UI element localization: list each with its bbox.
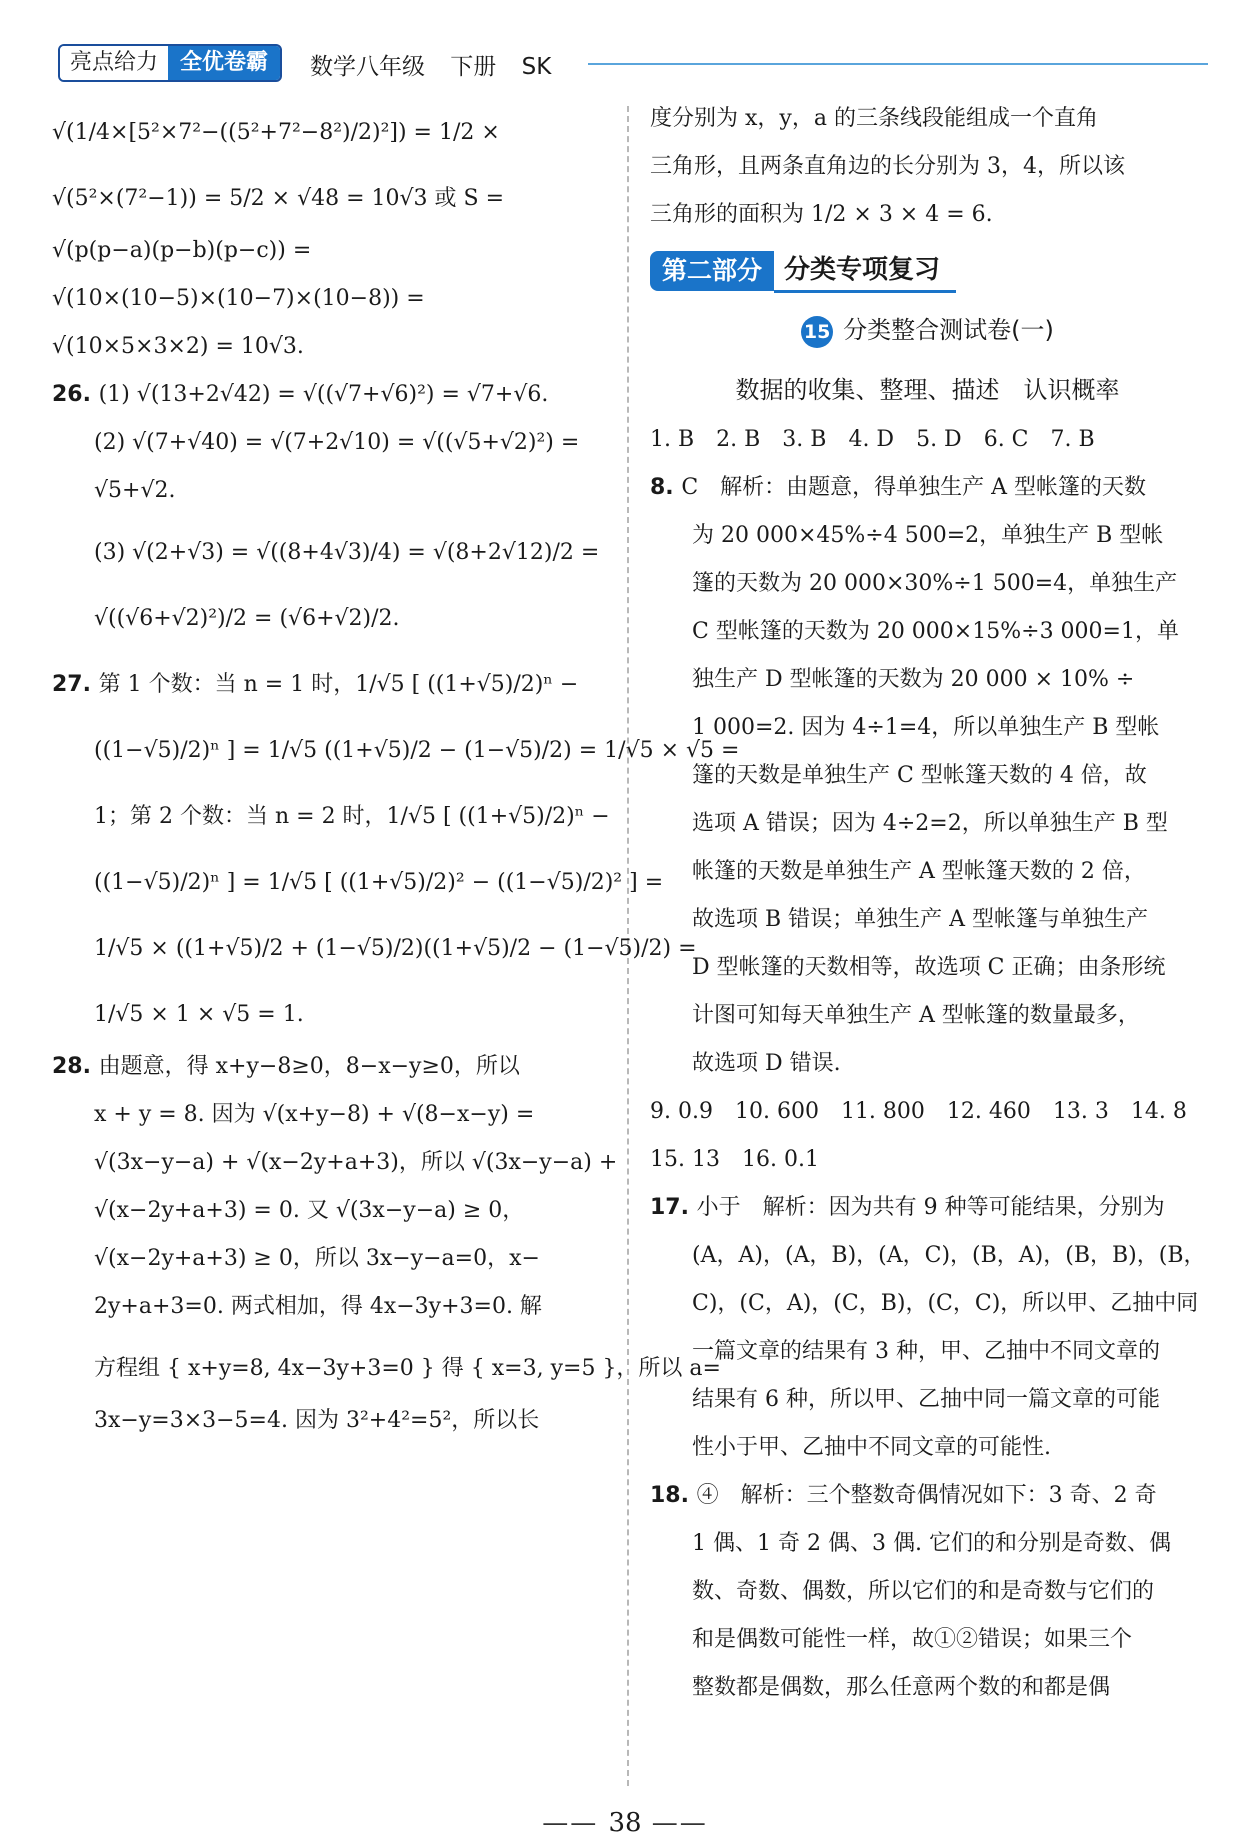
line-text: 结果有 6 种，所以甲、乙抽中同一篇文章的可能 (692, 1387, 1160, 1412)
section-banner (650, 250, 1205, 292)
text-line (650, 1047, 1205, 1081)
text-line (650, 1287, 1205, 1321)
line-text: (1) √(13+2√42) = √((√7+√6)²) = √7+√6. (98, 382, 549, 407)
text-line (650, 663, 1205, 697)
section-part: 第二部分 (650, 251, 774, 291)
text-line (650, 1575, 1205, 1609)
text-line (650, 1479, 1205, 1513)
line-text: x + y = 8. 因为 √(x+y−8) + √(8−x−y) = (94, 1102, 535, 1127)
line-text: 三角形，且两条直角边的长分别为 3，4，所以该 (650, 154, 1125, 179)
header-rule (588, 63, 1208, 65)
page-header (58, 44, 1208, 80)
line-text: √(10×(10−5)×(10−7)×(10−8)) = (52, 286, 425, 311)
text-line (650, 1095, 1205, 1129)
question-number: 28. (52, 1054, 99, 1079)
text-line (650, 150, 1205, 184)
line-text: (2) √(7+√40) = √(7+2√10) = √((√5+√2)²) = (94, 430, 580, 455)
text-line (52, 474, 608, 508)
book-info: 数学八年级 下册 SK (310, 54, 552, 80)
line-text: √(3x−y−a) + √(x−2y+a+3)，所以 √(3x−y−a) + (94, 1150, 618, 1175)
line-text: 性小于甲、乙抽中不同文章的可能性. (692, 1435, 1051, 1460)
line-text: 数、奇数、偶数，所以它们的和是奇数与它们的 (692, 1579, 1155, 1604)
line-text: √(p(p−a)(p−b)(p−c)) = (52, 238, 312, 263)
line-text: 方程组 { x+y=8, 4x−3y+3=0 } 得 { x=3, y=5 }，所以 a= (94, 1356, 721, 1381)
line-text: √((√6+√2)²)/2 = (√6+√2)/2. (94, 606, 400, 631)
line-text: 1 000=2. 因为 4÷1=4，所以单独生产 B 型帐 (692, 715, 1160, 740)
text-line (52, 1098, 608, 1132)
brand-right: 全优卷霸 (168, 46, 280, 80)
line-text: C 型帐篷的天数为 20 000×15%÷3 000=1，单 (692, 619, 1179, 644)
text-line (650, 855, 1205, 889)
line-text: 9. 0.9 10. 600 11. 800 12. 460 13. 3 14. 8 (650, 1099, 1187, 1124)
line-text: 1 偶、1 奇 2 偶、3 偶. 它们的和分别是奇数、偶 (692, 1531, 1171, 1556)
text-line (52, 786, 608, 848)
line-text: ④ 解析：三个整数奇偶情况如下：3 奇、2 奇 (696, 1483, 1157, 1508)
text-line (650, 1335, 1205, 1369)
line-text: 一篇文章的结果有 3 种，甲、乙抽中不同文章的 (692, 1339, 1160, 1364)
line-text: 故选项 D 错误. (692, 1051, 841, 1076)
line-text: C 解析：由题意，得单独生产 A 型帐篷的天数 (681, 475, 1147, 500)
text-line (52, 378, 608, 412)
text-line (650, 999, 1205, 1033)
text-line (52, 168, 608, 230)
text-line (650, 198, 1205, 232)
text-line (52, 720, 740, 782)
text-line (52, 1290, 608, 1324)
text-line (52, 234, 608, 268)
line-text: 三角形的面积为 1/2 × 3 × 4 = 6. (650, 202, 993, 227)
line-text: (A，A)，(A，B)，(A，C)，(B，A)，(B，B)，(B， (692, 1243, 1206, 1268)
line-text: ((1−√5)/2)ⁿ ] = 1/√5 [ ((1+√5)/2)² − ((1−√5)/2)² ] = (94, 870, 664, 895)
text-line (52, 1146, 618, 1180)
line-text: (3) √(2+√3) = √((8+4√3)/4) = √(8+2√12)/2 = (94, 540, 600, 565)
text-line (52, 1242, 608, 1276)
line-text: C)，(C，A)，(C，B)，(C，C)，所以甲、乙抽中同 (692, 1291, 1199, 1316)
text-line (650, 1191, 1205, 1225)
right-column (650, 102, 1205, 1719)
line-text: 帐篷的天数是单独生产 A 型帐篷天数的 2 倍， (692, 859, 1146, 884)
text-line (650, 1623, 1205, 1657)
line-text: √5+√2. (94, 478, 176, 503)
line-text: 选项 A 错误；因为 4÷2=2，所以单独生产 B 型 (692, 811, 1168, 836)
text-line (650, 519, 1205, 553)
line-text: 1/√5 × ((1+√5)/2 + (1−√5)/2)((1+√5)/2 − (1−√5)/2) = (94, 936, 697, 961)
line-text: D 型帐篷的天数相等，故选项 C 正确；由条形统 (692, 955, 1166, 980)
line-text: 由题意，得 x+y−8≥0，8−x−y≥0，所以 (98, 1054, 520, 1079)
text-line (52, 984, 608, 1046)
text-line (52, 1404, 608, 1438)
brand-left: 亮点给力 (60, 46, 168, 80)
line-text: 篷的天数为 20 000×30%÷1 500=4，单独生产 (692, 571, 1178, 596)
page-number: —— 38 —— (542, 1808, 708, 1838)
text-line (650, 1239, 1205, 1273)
text-line (52, 282, 608, 316)
line-text: 第 1 个数：当 n = 1 时，1/√5 [ ((1+√5)/2)ⁿ − (98, 672, 579, 697)
line-text: √(10×5×3×2) = 10√3. (52, 334, 304, 359)
line-text: 为 20 000×45%÷4 500=2，单独生产 B 型帐 (692, 523, 1164, 548)
text-line (650, 1143, 1205, 1177)
text-line (650, 423, 1205, 457)
text-line (52, 654, 608, 716)
text-line (52, 588, 608, 650)
answer-list (650, 423, 1205, 1705)
text-line (650, 615, 1205, 649)
text-line (650, 759, 1205, 793)
text-line (52, 426, 608, 460)
line-text: 2y+a+3=0. 两式相加，得 4x−3y+3=0. 解 (94, 1294, 542, 1319)
line-text: √(5²×(7²−1)) = 5/2 × √48 = 10√3 或 S = (52, 186, 505, 211)
text-line (52, 918, 697, 980)
line-text: √(x−2y+a+3) = 0. 又 √(3x−y−a) ≥ 0， (94, 1198, 525, 1223)
test-subtitle: 数据的收集、整理、描述 认识概率 (735, 376, 1120, 404)
text-line (52, 522, 608, 584)
brand-logo (58, 44, 282, 82)
text-line (52, 1194, 608, 1228)
text-line (650, 1383, 1205, 1417)
text-line (650, 471, 1205, 505)
line-text: 小于 解析：因为共有 9 种等可能结果，分别为 (696, 1195, 1165, 1220)
section-title: 分类专项复习 (774, 250, 956, 293)
line-text: 15. 13 16. 0.1 (650, 1147, 819, 1172)
line-text: √(1/4×[5²×7²−((5²+7²−8²)/2)²]) = 1/2 × (52, 120, 500, 145)
question-number: 27. (52, 672, 99, 697)
line-text: 整数都是偶数，那么任意两个数的和都是偶 (692, 1675, 1111, 1700)
text-line (650, 567, 1205, 601)
test-title (650, 310, 1205, 348)
question-number: 8. (650, 475, 682, 500)
text-line (52, 102, 608, 164)
text-line (650, 807, 1205, 841)
text-line (650, 102, 1205, 136)
text-line (52, 1050, 608, 1084)
text-line (650, 903, 1205, 937)
text-line (52, 330, 608, 364)
continued-solution (650, 102, 1205, 232)
line-text: 独生产 D 型帐篷的天数为 20 000 × 10% ÷ (692, 667, 1135, 692)
line-text: 1/√5 × 1 × √5 = 1. (94, 1002, 304, 1027)
line-text: 1；第 2 个数：当 n = 2 时，1/√5 [ ((1+√5)/2)ⁿ − (94, 804, 610, 829)
line-text: 和是偶数可能性一样，故①②错误；如果三个 (692, 1627, 1133, 1652)
text-line (650, 1671, 1205, 1705)
line-text: 度分别为 x，y，a 的三条线段能组成一个直角 (650, 106, 1098, 131)
line-text: 1. B 2. B 3. B 4. D 5. D 6. C 7. B (650, 427, 1095, 452)
text-line (650, 1527, 1205, 1561)
line-text: 故选项 B 错误；单独生产 A 型帐篷与单独生产 (692, 907, 1149, 932)
line-text: 计图可知每天单独生产 A 型帐篷的数量最多， (692, 1003, 1140, 1028)
test-title-text: 分类整合测试卷(一) (843, 316, 1054, 344)
question-number: 18. (650, 1483, 697, 1508)
test-number-badge: 15 (801, 316, 833, 348)
text-line (52, 1338, 721, 1400)
line-text: 3x−y=3×3−5=4. 因为 3²+4²=5²，所以长 (94, 1408, 540, 1433)
line-text: ((1−√5)/2)ⁿ ] = 1/√5 ((1+√5)/2 − (1−√5)/2) = 1/√5 × √5 = (94, 738, 740, 763)
text-line (650, 711, 1205, 745)
text-line (650, 1431, 1205, 1465)
question-number: 26. (52, 382, 99, 407)
text-line (650, 951, 1205, 985)
line-text: √(x−2y+a+3) ≥ 0，所以 3x−y−a=0，x− (94, 1246, 540, 1271)
text-line (52, 852, 664, 914)
question-number: 17. (650, 1195, 697, 1220)
line-text: 篷的天数是单独生产 C 型帐篷天数的 4 倍，故 (692, 763, 1147, 788)
